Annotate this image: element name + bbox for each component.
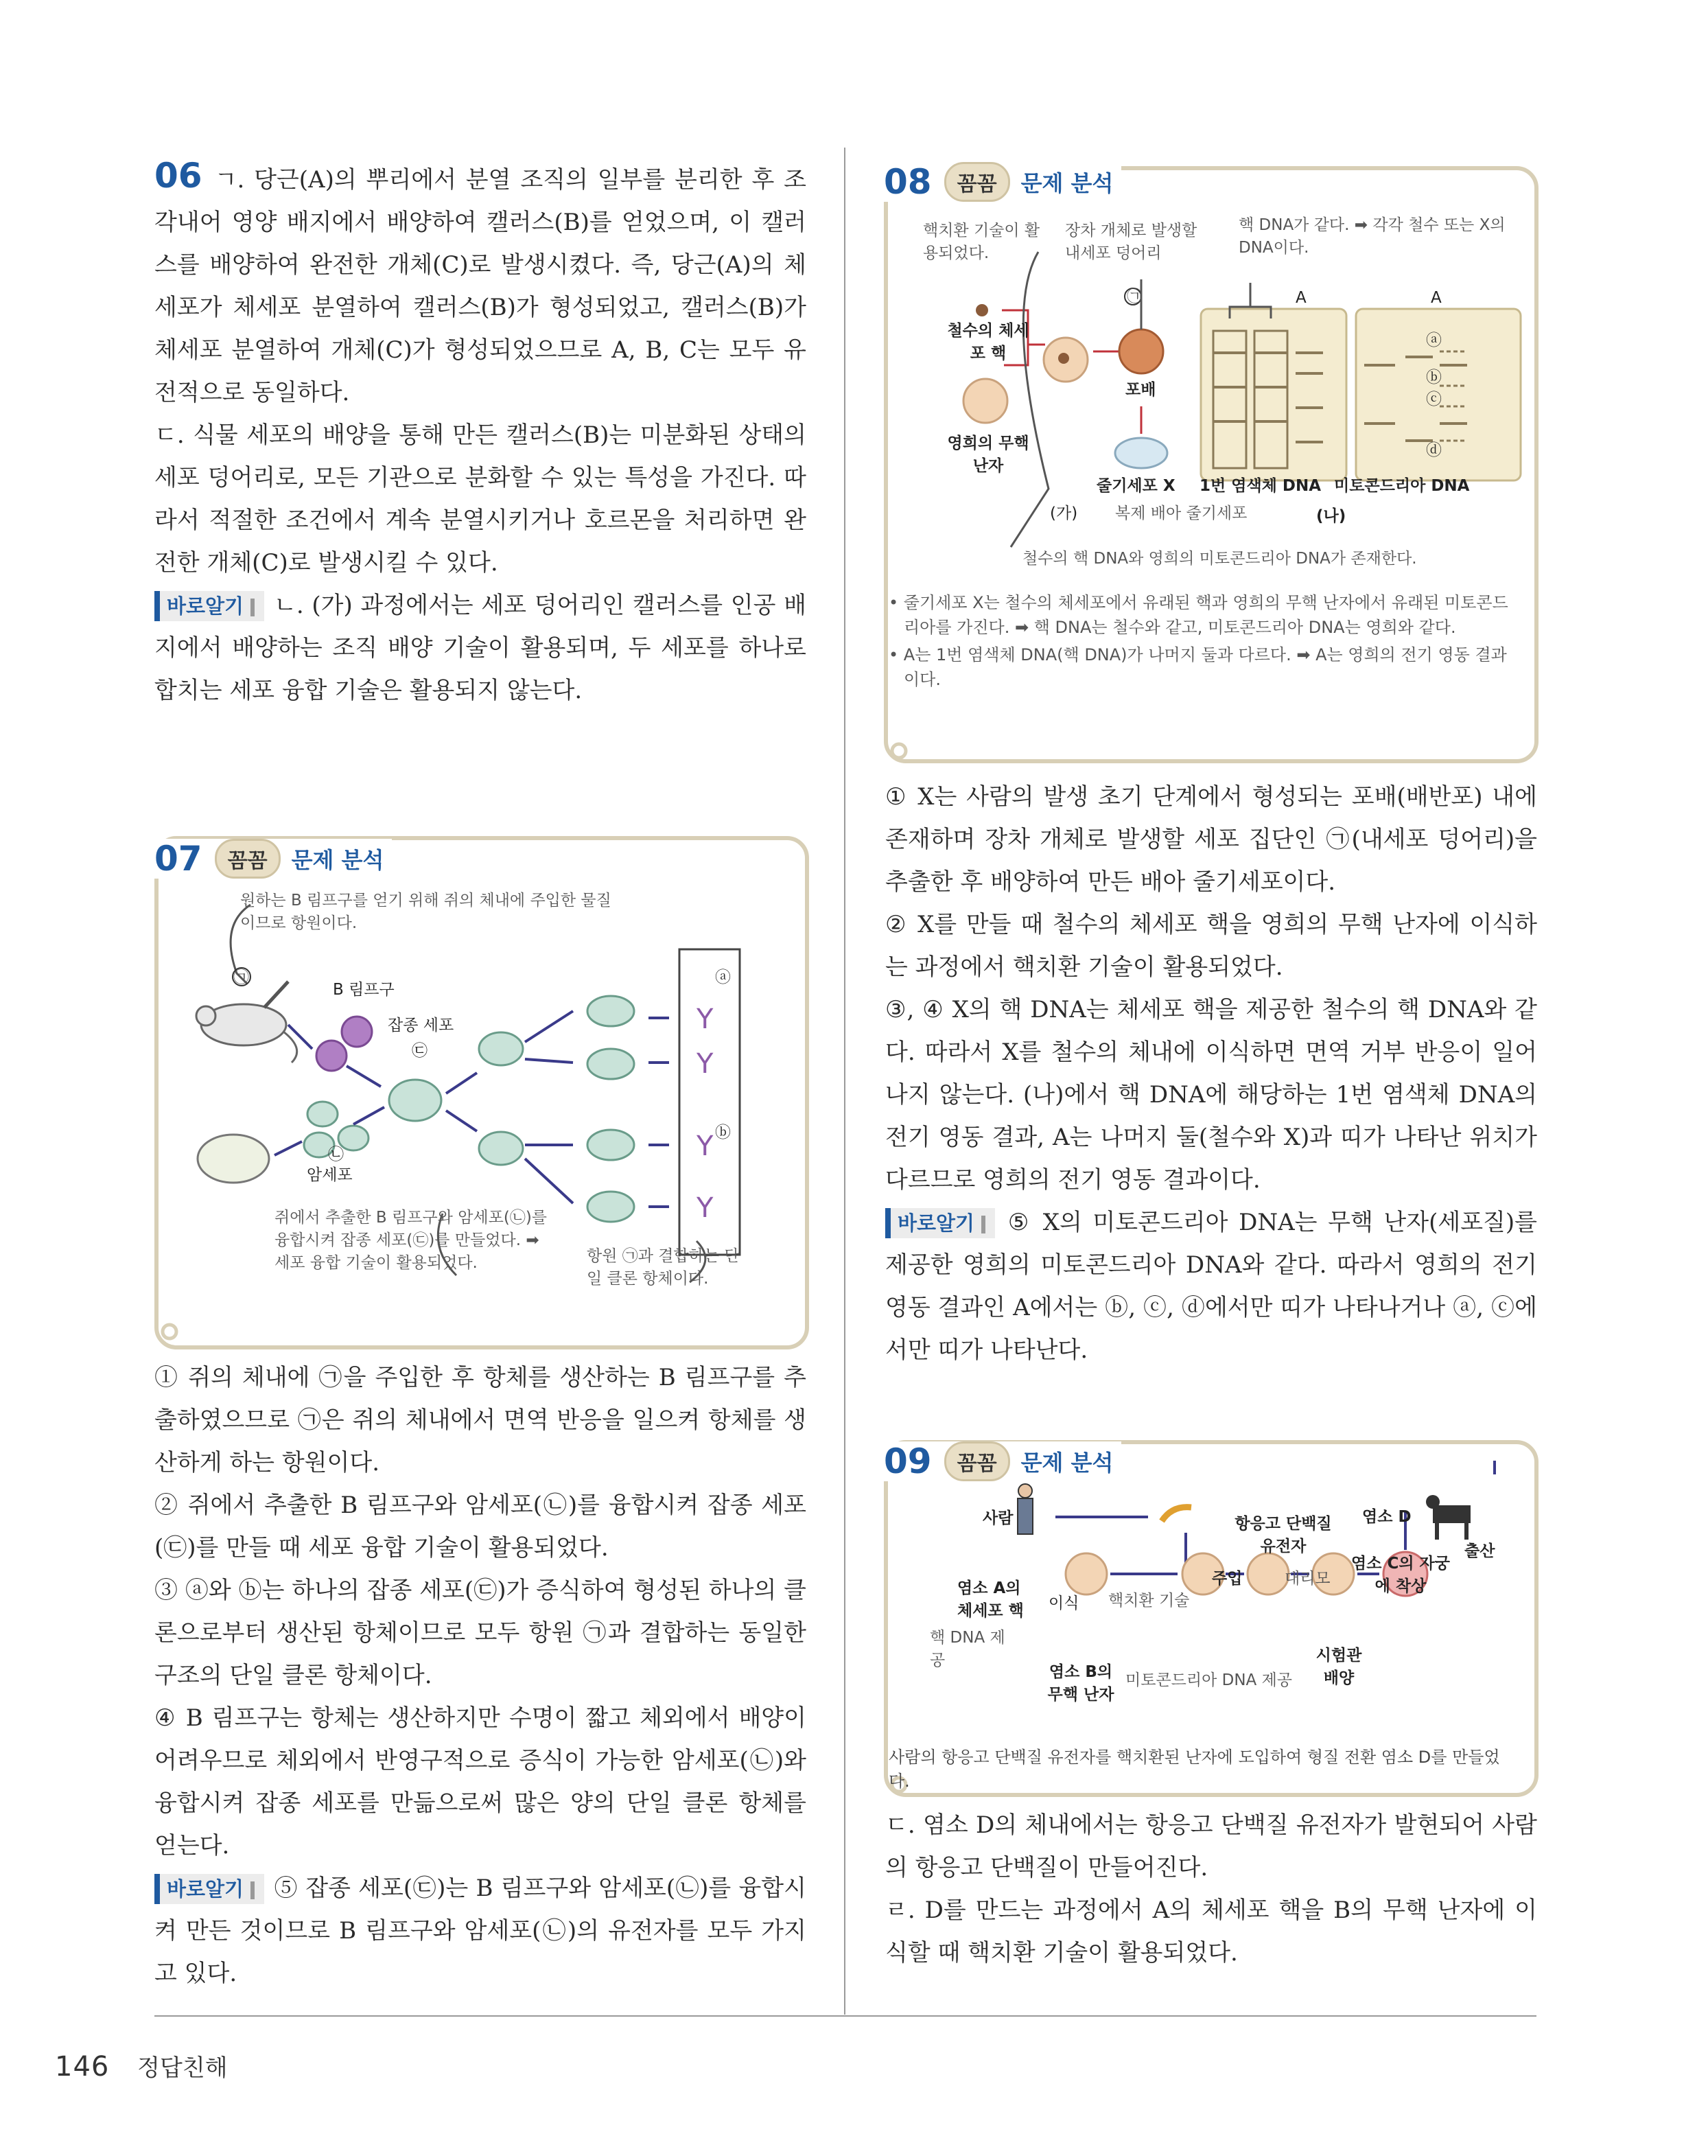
q08-egg-label: 영희의 무핵 난자 [947, 434, 1029, 475]
q09-goat-b-label: 염소 B의 무핵 난자 [1047, 1663, 1114, 1704]
q07-answers [154, 1356, 806, 1995]
q09-number: 09 [884, 1441, 932, 1481]
q08-ga-label: (가) [1050, 505, 1078, 522]
footer-label: 정답친해 [137, 2054, 228, 2082]
q09-culture-label: 시험관 배양 [1315, 1647, 1362, 1687]
q08-lane-a-2: A [1431, 289, 1442, 307]
blastocyst [1119, 329, 1163, 373]
q09-badge: 꼼꼼 [944, 1441, 1010, 1481]
q06-paragraph-3: 바로알기 ㄴ. (가) 과정에서는 세포 덩어리인 캘러스를 인공 배지에서 배양하는 조직 배양 기술이 활용되며, 두 세포를 하나로 합치는 세포 융합 기술은 활용되지 않는다. [154, 592, 806, 704]
q08-note-1: 핵치환 기술이 활용되었다. [923, 222, 1040, 262]
svg-text:Y: Y [697, 1048, 714, 1080]
q08-na-label: (나) [1316, 507, 1346, 525]
b-lymphocyte-cells [316, 1017, 372, 1071]
q08-gel1-title: 1번 염색체 DNA [1200, 477, 1322, 495]
q08-badge: 꼼꼼 [944, 162, 1010, 202]
mouse-illustration [196, 982, 297, 1063]
q08-note-2: 장차 개체로 발생할 내세포 덩어리 [1065, 222, 1197, 262]
q08-bullet-2: • A는 1번 염색체 DNA(핵 DNA)가 나머지 둘과 다르다. ➡ A는 영희의 전기 영동 결과이다. [889, 645, 1507, 689]
q07-b-lymph-label: B 림프구 [333, 981, 395, 999]
q08-band-d: ⓓ [1426, 441, 1442, 459]
left-column [154, 154, 806, 712]
q08-bullet-1: • 줄기세포 X는 철수의 체세포에서 유래된 핵과 영희의 무핵 난자에서 유래된 미토콘드리아를 가진다. ➡ 핵 DNA는 철수와 같고, 미토콘드리아 DNA는 영희와 같다. [889, 593, 1508, 637]
goat-icon [1426, 1495, 1471, 1540]
q06-tag: 바로알기 [154, 591, 264, 621]
q08-stem-label: 줄기세포 X [1097, 477, 1175, 495]
q09-transplant-label: 이식 [1049, 1595, 1079, 1612]
q07-paragraph-1: ① 쥐의 체내에 ㉠을 주입한 후 항체를 생산하는 B 림프구를 추출하였으므로 ㉠은 쥐의 체내에서 면역 반응을 일으켜 항체를 생산하게 하는 항원이다. [154, 1364, 806, 1476]
q08-bottom-note: 철수의 핵 DNA와 영희의 미토콘드리아 DNA가 존재한다. [1022, 550, 1417, 568]
q08-ga-text: 복제 배아 줄기세포 [1115, 505, 1248, 522]
q09-answers [885, 1804, 1537, 1974]
q06-paragraph-2: ㄷ. 식물 세포의 배양을 통해 만든 캘러스(B)는 미분화된 상태의 세포 덩어리로, 모든 기관으로 분화할 수 있는 특성을 가진다. 따라서 적절한 조건에서 계속 분열시키거나 호르몬을 처리하면 완전한 개체(C)로 발생시킬 수 있다. [154, 421, 806, 577]
q09-human-label: 사람 [983, 1509, 1014, 1527]
q09-birth-label: 출산 [1464, 1542, 1495, 1560]
q08-box-title: 문제 분석 [1020, 170, 1114, 196]
q08-band-a: ⓐ [1426, 332, 1442, 349]
q07-cancer-label: 암세포 [307, 1166, 353, 1184]
q09-inject-label: 주입 [1212, 1570, 1243, 1588]
q07-hybrid-label: 잡종 세포 [388, 1017, 454, 1034]
q08-paragraph-2: ② X를 만들 때 철수의 체세포 핵을 영희의 무핵 난자에 이식하는 과정에서 핵치환 기술이 활용되었다. [885, 911, 1537, 981]
q09-goat-d-label: 염소 D [1362, 1508, 1412, 1526]
q07-paragraph-2: ② 쥐에서 추출한 B 림프구와 암세포(㉡)를 융합시켜 잡종 세포(㉢)를 만들 때 세포 융합 기술이 활용되었다. [154, 1492, 806, 1562]
q08-blast-label: 포배 [1125, 381, 1156, 399]
q08-note-3: 핵 DNA가 같다. ➡ 각각 철수 또는 X의 DNA이다. [1239, 216, 1506, 257]
clone-cells [587, 996, 634, 1222]
q06-number: 06 [154, 156, 202, 196]
bottom-rule [154, 2015, 1536, 2017]
q08-lane-a-1: A [1296, 289, 1307, 307]
q08-donor-label: 철수의 체세포 핵 [947, 322, 1029, 362]
q09-paragraph-2: ㄹ. D를 만드는 과정에서 A의 체세포 핵을 B의 무핵 난자에 이식할 때 핵치환 기술이 활용되었다. [885, 1897, 1537, 1967]
q07-paragraph-4: ④ B 림프구는 항체는 생산하지만 수명이 짧고 체외에서 배양이 어려우므로 체외에서 반영구적으로 증식이 가능한 암세포(㉡)와 융합시켜 잡종 세포를 만듦으로써 많은 양의 단일 클론 항체를 얻는다. [154, 1704, 806, 1859]
dna-fragment [1162, 1507, 1191, 1521]
q07-paragraph-3: ③ ⓐ와 ⓑ는 하나의 잡종 세포(㉢)가 증식하여 형성된 하나의 클론으로부터 생산된 항체이므로 모두 항원 ㉠과 결합하는 동일한 구조의 단일 클론 항체이다. [154, 1577, 806, 1689]
q09-nuc-dna-label: 핵 DNA 제공 [930, 1629, 1005, 1669]
q07-label-a: ⓐ [715, 969, 731, 986]
q09-paragraph-1: ㄷ. 염소 D의 체내에서는 항응고 단백질 유전자가 발현되어 사람의 항응고 단백질이 만들어진다. [885, 1811, 1537, 1881]
q07-label-b: ⓑ [715, 1124, 731, 1141]
q07-note-top: 원하는 B 림프구를 얻기 위해 쥐의 체내에 주입한 물질이므로 항원이다. [240, 892, 611, 932]
q09-mito-label: 미토콘드리아 DNA 제공 [1125, 1671, 1293, 1689]
q09-nt-label: 핵치환 기술 [1108, 1592, 1190, 1610]
svg-text:Y: Y [697, 1131, 714, 1162]
hybrid-cell [389, 1080, 441, 1121]
q07-paragraph-5: 바로알기 ⑤ 잡종 세포(㉢)는 B 림프구와 암세포(㉡)를 융합시켜 만든 것이므로 B 림프구와 암세포(㉡)의 유전자를 모두 가지고 있다. [154, 1875, 806, 1987]
q09-surrogate-c: 염소 C의 자궁에 착상 [1351, 1555, 1450, 1595]
gel-chromosome-1 [1201, 309, 1346, 480]
question-06 [154, 154, 806, 712]
svg-text:Y: Y [697, 1004, 714, 1035]
page-number: 146 [55, 2051, 110, 2083]
q09-caption: 사람의 항응고 단백질 유전자를 핵치환된 난자에 도입하여 형질 전환 염소 D를 만들었다. [889, 1748, 1500, 1791]
stem-cell-dish [1115, 438, 1167, 468]
human-icon [1018, 1498, 1033, 1534]
column-divider [844, 148, 845, 2015]
q07-note-right: 항원 ㉠과 결합하는 단일 클론 항체이다. [587, 1247, 740, 1288]
petri-dish [198, 1135, 269, 1183]
q07-number: 07 [154, 839, 202, 879]
q08-paragraph-1: ① X는 사람의 발생 초기 단계에서 형성되는 포배(배반포) 내에 존재하며 장차 개체로 발생할 세포 집단인 ㉠(내세포 덩어리)을 추출한 후 배양하여 만든 배아 줄기세포이다. [885, 783, 1537, 896]
q07-mark-b: ㉡ [328, 1146, 344, 1163]
q08-mark: ㉠ [1127, 288, 1143, 305]
q09-surrogate-label: 대리모 [1285, 1570, 1331, 1588]
q08-paragraph-4: 바로알기 ⑤ X의 미토콘드리아 DNA는 무핵 난자(세포질)를 제공한 영희의 미토콘드리아 DNA와 같다. 따라서 영희의 전기 영동 결과인 A에서는 ⓑ, ⓒ, ⓓ에서만 띠가 나타나거나 ⓐ, ⓒ에서만 띠가 나타난다. [885, 1209, 1537, 1364]
q07-tag: 바로알기 [154, 1874, 264, 1904]
q08-band-c: ⓒ [1426, 391, 1442, 408]
q08-gel2-title: 미토콘드리아 DNA [1334, 477, 1470, 495]
q08-tag: 바로알기 [885, 1208, 995, 1238]
q07-mark-c: ㉢ [412, 1042, 428, 1060]
q08-bullets [889, 590, 1513, 692]
q07-note-bottom: 쥐에서 추출한 B 림프구와 암세포(㉡)를 융합시켜 잡종 세포(㉢)를 만들었다. ➡ 세포 융합 기술이 활용되었다. [274, 1209, 548, 1272]
q09-goat-a-label: 염소 A의 체세포 핵 [957, 1579, 1024, 1620]
page-footer [55, 2049, 228, 2083]
q08-answers [885, 776, 1537, 1371]
q08-paragraph-3: ③, ④ X의 핵 DNA는 체세포 핵을 제공한 철수의 핵 DNA와 같다. 따라서 X를 철수의 체내에 이식하면 면역 거부 반응이 일어나지 않는다. (나)에서 핵 DNA에 해당하는 1번 염색체 DNA의 전기 영동 결과, A는 나머지 둘(철수와 X)과 띠가 나타난 위치가 다르므로 영희의 전기 영동 결과이다. [885, 996, 1537, 1194]
q07-badge: 꼼꼼 [215, 839, 281, 879]
svg-text:Y: Y [697, 1192, 714, 1224]
q06-paragraph-1: 06 ㄱ. 당근(A)의 뿌리에서 분열 조직의 일부를 분리한 후 조각내어 영양 배지에서 배양하여 캘러스(B)를 얻었으며, 이 캘러스를 배양하여 완전한 개체(C)로 발생시켰다. 즉, 당근(A)의 체세포가 체세포 분열하여 캘러스(B)가 형성되었고, 캘러스(B)가 체세포 분열하여 개체(C)가 형성되었으므로 A, B, C는 모두 유전적으로 동일하다. [154, 156, 806, 406]
q09-box-title: 문제 분석 [1020, 1450, 1114, 1476]
q08-number: 08 [884, 162, 932, 202]
q07-mark-a: ㉠ [233, 969, 249, 986]
q08-band-b: ⓑ [1426, 369, 1442, 386]
q07-box-title: 문제 분석 [291, 847, 384, 873]
q09-gene-label: 항응고 단백질 유전자 [1235, 1515, 1332, 1555]
